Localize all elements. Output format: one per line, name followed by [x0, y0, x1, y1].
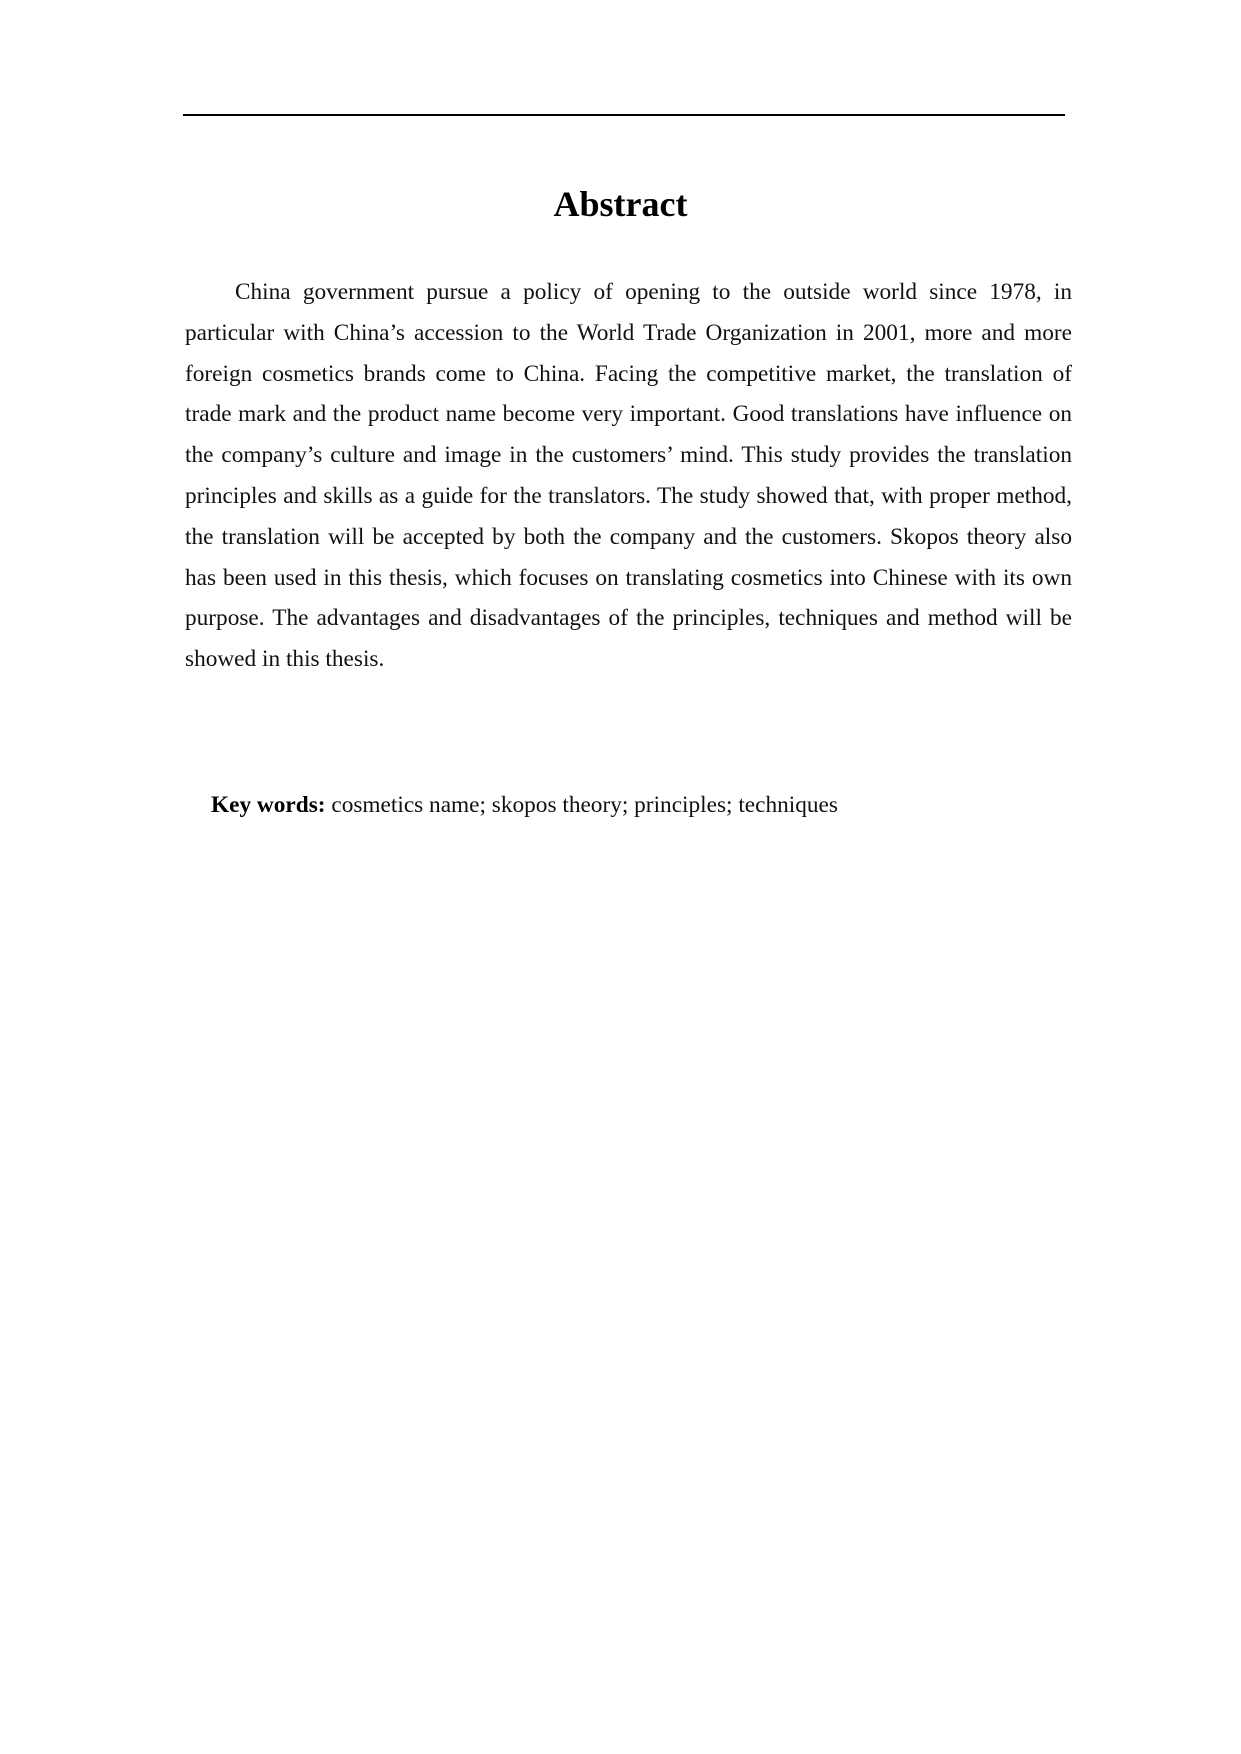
keywords-list: cosmetics name; skopos theory; principles; techniques [331, 792, 838, 818]
keywords-line [211, 785, 838, 825]
keywords-label: Key words: [211, 792, 326, 818]
page-title: Abstract [553, 184, 688, 224]
abstract-paragraph: China government pursue a policy of opening to the outside world since 1978, in particular with China’s accession to the World Trade Organization in 2001, more and more foreign cosmetics brands come to China. Facing the competitive market, the translation of trade mark and the product name become very important. Good translations have influence on the company’s culture and image in the customers’ mind. This study provides the translation principles and skills as a guide for the translators. The study showed that, with proper method, the translation will be accepted by both the company and the customers. Skopos theory also has been used in this thesis, which focuses on translating cosmetics into Chinese with its own purpose. The advantages and disadvantages of the principles, techniques and method will be showed in this thesis. [185, 279, 1072, 673]
header-rule [183, 114, 1065, 116]
